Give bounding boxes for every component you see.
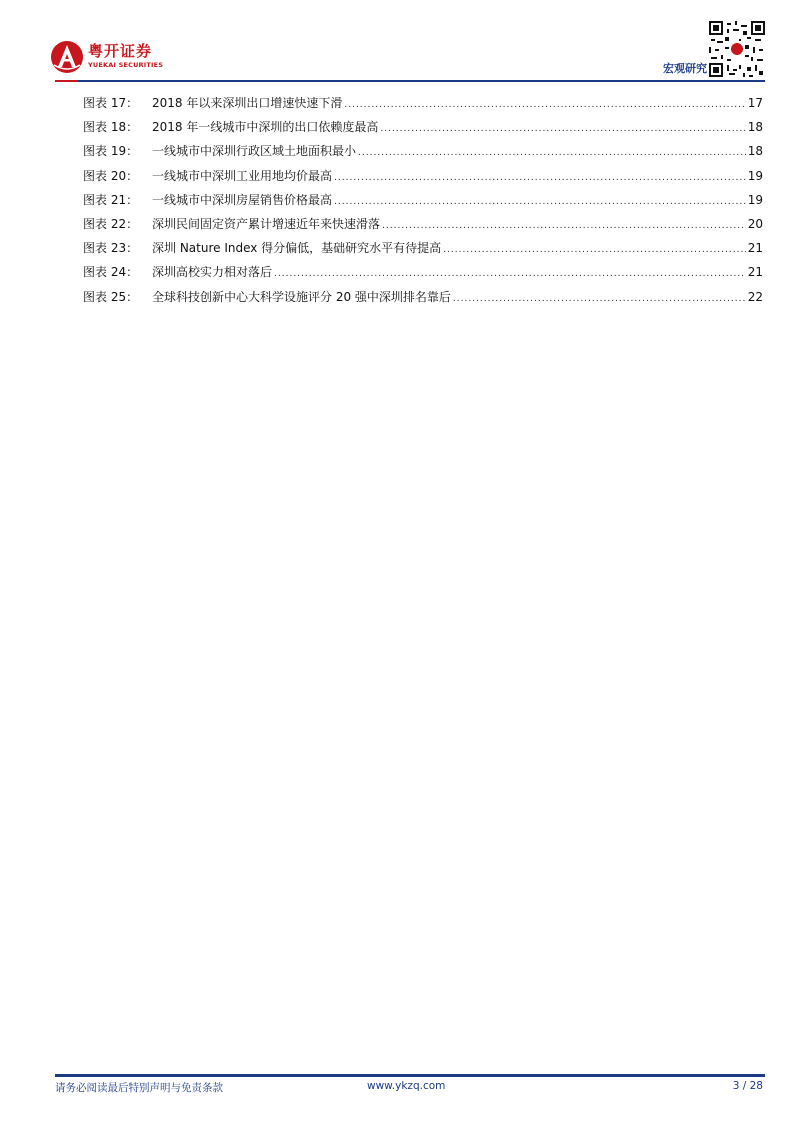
toc-item-title: 一线城市中深圳房屋销售价格最高 — [152, 192, 333, 207]
page-number: 3 / 28 — [732, 1080, 763, 1092]
section-label: 宏观研究 — [663, 62, 707, 75]
toc-item[interactable] — [83, 239, 763, 263]
toc-item-title: 全球科技创新中心大科学设施评分 20 强中深圳排名靠后 — [152, 289, 451, 304]
toc-leader-dots — [443, 241, 746, 259]
toc-item-title: 深圳高校实力相对落后 — [152, 265, 273, 280]
toc-item-page: 22 — [747, 289, 763, 304]
toc-item-label: 图表 20： — [83, 168, 139, 183]
toc-leader-dots — [334, 169, 746, 187]
toc-leader-dots — [334, 193, 746, 211]
brand-name-en: YUEKAI SECURITIES — [88, 61, 164, 69]
toc-item-title: 一线城市中深圳行政区域土地面积最小 — [152, 144, 357, 159]
footer-website-link[interactable]: www.ykzq.com — [367, 1080, 446, 1092]
toc-item[interactable] — [83, 215, 763, 239]
company-logo — [50, 40, 170, 76]
toc-item-title: 深圳民间固定资产累计增速近年来快速滑落 — [152, 216, 381, 231]
toc-item-label: 图表 18： — [83, 120, 139, 135]
toc-item-title: 一线城市中深圳工业用地均价最高 — [152, 168, 333, 183]
brand-name-cn: 粤开证券 — [88, 42, 153, 60]
toc-item-page: 18 — [747, 144, 763, 159]
toc-item-label: 图表 17： — [83, 96, 139, 110]
toc-item[interactable] — [83, 118, 763, 142]
toc-leader-dots — [274, 265, 746, 283]
toc-item-title: 2018 年一线城市中深圳的出口依赖度最高 — [152, 120, 379, 135]
toc-item[interactable] — [83, 263, 763, 287]
toc-item-label: 图表 22： — [83, 216, 139, 231]
footer-disclaimer: 请务必阅读最后特别声明与免责条款 — [55, 1082, 223, 1094]
logo-mark-icon — [50, 40, 84, 74]
qr-code-icon — [709, 21, 765, 77]
toc-item-page: 17 — [747, 96, 763, 110]
toc-item-page: 19 — [747, 168, 763, 183]
footer-rule — [55, 1074, 765, 1077]
page-header — [0, 0, 800, 90]
toc-item-page: 21 — [747, 265, 763, 280]
toc-leader-dots — [453, 290, 746, 308]
toc-item-label: 图表 24： — [83, 265, 139, 280]
toc-leader-dots — [380, 120, 745, 138]
toc-item-page: 18 — [747, 120, 763, 135]
toc-item[interactable] — [83, 94, 763, 118]
figure-list — [83, 94, 763, 312]
toc-item-page: 19 — [747, 192, 763, 207]
toc-item-page: 21 — [747, 241, 763, 256]
toc-item[interactable] — [83, 191, 763, 215]
page-footer — [55, 1080, 765, 1096]
toc-item-page: 20 — [747, 216, 763, 231]
toc-leader-dots — [358, 144, 746, 162]
header-rule — [78, 80, 765, 82]
toc-item-title: 2018 年以来深圳出口增速快速下滑 — [152, 96, 343, 110]
header-rule-accent — [55, 80, 78, 82]
toc-item-label: 图表 23： — [83, 241, 139, 256]
toc-leader-dots — [344, 96, 745, 114]
toc-item-label: 图表 21： — [83, 192, 139, 207]
toc-item[interactable] — [83, 288, 763, 312]
toc-item-label: 图表 19： — [83, 144, 139, 159]
toc-item-title: 深圳 Nature Index 得分偏低，基础研究水平有待提高 — [152, 241, 442, 256]
toc-leader-dots — [382, 217, 746, 235]
toc-item[interactable] — [83, 167, 763, 191]
toc-item[interactable] — [83, 142, 763, 166]
toc-item-label: 图表 25： — [83, 289, 139, 304]
